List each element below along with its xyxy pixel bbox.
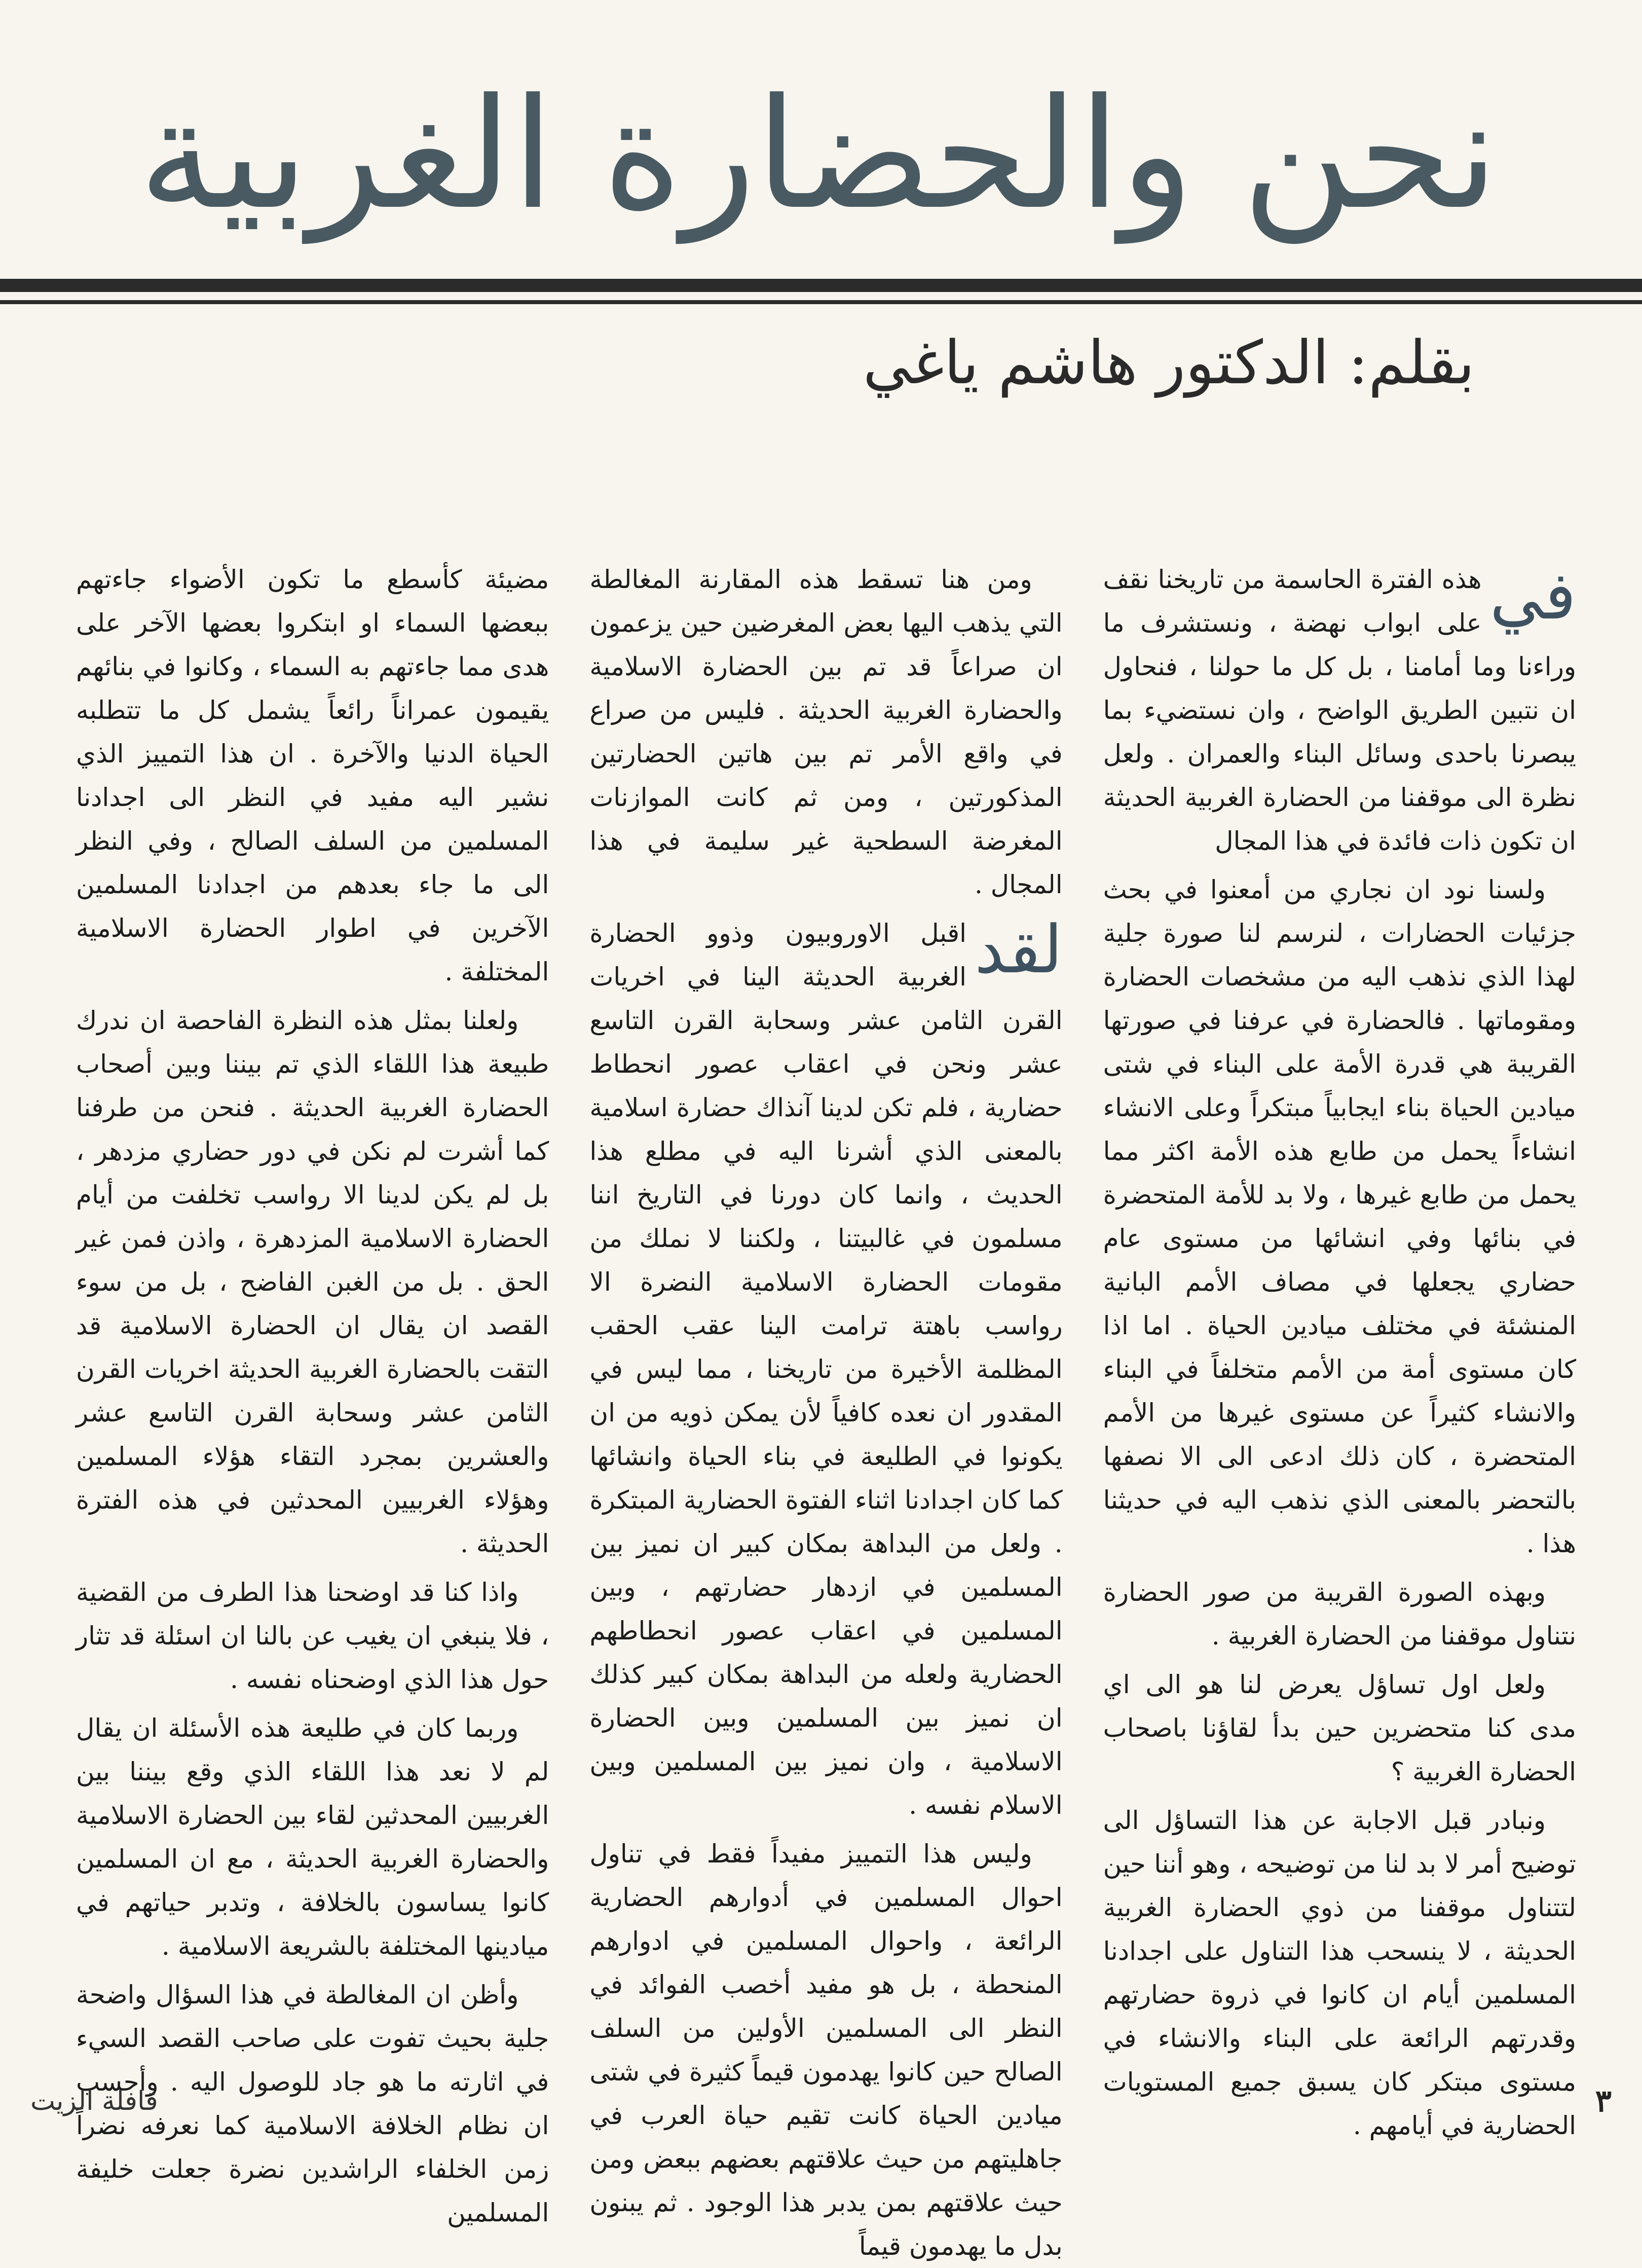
magazine-name: قافلة الزيت [30,2086,158,2116]
paragraph: ولعلنا بمثل هذه النظرة الفاحصة ان ندرك طبيعة هذا اللقاء الذي تم بيننا وبين أصحاب الحضارة الغربية الحديثة . فنحن من طرفنا كما أشرت لم نكن في دور حضاري مزدهر ، بل لم يكن لدينا الا رواسب تخلفت من أيام الحضارة الاسلامية المزدهرة ، واذن فمن غير الحق . بل من الغبن الفاضح ، بل من سوء القصد ان يقال ان الحضارة الاسلامية قد التقت بالحضارة الغربية الحديثة اخريات القرن الثامن عشر وسحابة القرن التاسع عشر والعشرين بمجرد التقاء هؤلاء المسلمين وهؤلاء الغربيين المحدثين في هذه الفترة الحديثة . [76,1006,549,1558]
drop-cap: في [1489,557,1576,634]
drop-cap: لقد [975,911,1063,988]
paragraph: وليس هذا التمييز مفيداً فقط في تناول احوال المسلمين في أدوارهم الحضارية الرائعة ، واحوال المسلمين في ادوارهم المنحطة ، بل هو مفيد أخصب الفوائد في النظر الى المسلمين الأولين من السلف الصالح حين كانوا يهدمون قيماً كثيرة في شتى ميادين الحياة كانت تقيم حياة العرب في جاهليتهم من حيث علاقتهم بعضهم ببعض ومن حيث علاقتهم بمن يدبر هذا الوجود . ثم يبنون بدل ما يهدمون قيماً [589,1839,1063,2261]
paragraph: واذا كنا قد اوضحنا هذا الطرف من القضية ، فلا ينبغي ان يغيب عن بالنا ان اسئلة قد تثار حول هذا الذي اوضحناه نفسه . [76,1578,549,1694]
paragraph: وبهذه الصورة القريبة من صور الحضارة نتناول موقفنا من الحضارة الغربية . [1103,1578,1576,1651]
column-1 [1103,557,1576,2140]
paragraph: ونبادر قبل الاجابة عن هذا التساؤل الى توضيح أمر لا بد لنا من توضيحه ، وهو أننا حين لتتناول موقفنا من ذوي الحضارة الغربية الحديثة ، لا ينسحب هذا التناول على اجدادنا المسلمين أيام ان كانوا في ذروة حضارتهم وقدرتهم الرائعة على البناء والانشاء في مستوى مبتكر كان يسبق جميع المستويات الحضارية في أيامهم . [1103,1806,1576,2140]
paragraph-text: اقبل الاوروبيون وذوو الحضارة الغربية الحديثة الينا في اخريات القرن الثامن عشر وسحابة القرن التاسع عشر ونحن في اعقاب عصور انحطاط حضارية ، فلم تكن لدينا آنذاك حضارة اسلامية بالمعنى الذي أشرنا اليه في مطلع هذا الحديث ، وانما كان دورنا في التاريخ اننا مسلمون في غالبيتنا ، ولكننا لا نملك من مقومات الحضارة الاسلامية النضرة الا رواسب باهتة ترامت الينا عقب الحقب المظلمة الأخيرة من تاريخنا ، مما ليس في المقدور ان نعده كافياً لأن يمكن ذويه من ان يكونوا في الطليعة في بناء الحياة وانشائها كما كان اجدادنا اثناء الفتوة الحضارية المبتكرة . ولعل من البداهة بمكان كبير ان نميز بين المسلمين في ازدهار حضارتهم ، وبين المسلمين في اعقاب عصور انحطاطهم الحضارية ولعله من البداهة بمكان كبير كذلك ان نميز بين المسلمين وبين الحضارة الاسلامية ، وان نميز بين المسلمين وبين الاسلام نفسه . [589,919,1063,1820]
paragraph: ومن هنا تسقط هذه المقارنة المغالطة التي يذهب اليها بعض المغرضين حين يزعمون ان صراعاً قد تم بين الحضارة الاسلامية والحضارة الغربية الحديثة . فليس من صراع في واقع الأمر تم بين هاتين الحضارتين المذكورتين ، ومن ثم كانت الموازنات المغرضة السطحية غير سليمة في هذا المجال . [589,565,1063,899]
column-2 [589,558,1063,2261]
author-byline: بقلم: الدكتور هاشم ياغي [863,327,1475,397]
paragraph-text: هذه الفترة الحاسمة من تاريخنا نقف على ابواب نهضة ، ونستشرف ما وراءنا وما أمامنا ، بل كل ما حولنا ، فنحاول ان نتبين الطريق الواضح ، وان نستضيء بما يبصرنا باحدى وسائل البناء والعمران . ولعل نظرة الى موقفنا من الحضارة الغربية الحديثة ان تكون ذات فائدة في هذا المجال [1103,565,1576,856]
page-number: ٣ [1595,2083,1612,2119]
article-title: نحن والحضارة الغربية [138,66,1499,243]
paragraph: وربما كان في طليعة هذه الأسئلة ان يقال لم لا نعد هذا اللقاء الذي وقع بيننا بين الغربيين المحدثين لقاء بين الحضارة الاسلامية والحضارة الغربية الحديثة ، مع ان المسلمين كانوا يساسون بالخلافة ، وتدبر حياتهم في ميادينها المختلفة بالشريعة الاسلامية . [76,1713,549,1961]
paragraph: ولسنا نود ان نجاري من أمعنوا في بحث جزئيات الحضارات ، لنرسم لنا صورة جلية لهذا الذي نذهب اليه من مشخصات الحضارة ومقوماتها . فالحضارة في عرفنا في صورتها القريبة هي قدرة الأمة على البناء في شتى ميادين الحياة بناء ايجابياً مبتكراً وعلى الانشاء انشاءاً يحمل من طابع هذه الأمة اكثر مما يحمل من طابع غيرها ، ولا بد للأمة المتحضرة في بنائها وفي انشائها من مستوى عام حضاري يجعلها في مصاف الأمم البانية المنشئة في مختلف ميادين الحياة . اما اذا كان مستوى أمة من الأمم متخلفاً في البناء والانشاء كثيراً عن مستوى غيرها من الأمم المتحضرة ، كان ذلك ادعى الى الا نصفها بالتحضر بالمعنى الذي نذهب اليه في حديثنا هذا . [1103,875,1576,1558]
paragraph [589,911,1062,1827]
title-rule-thick [0,279,1642,292]
paragraph [1103,558,1576,863]
paragraph: وأظن ان المغالطة في هذا السؤال واضحة جلية بحيث تفوت على صاحب القصد السيء في اثارته ما هو جاد للوصول اليه . وأحسب ان نظام الخلافة الاسلامية كما نعرفه نضراً زمن الخلفاء الراشدين نضرة جعلت خليفة المسلمين [76,1980,549,2227]
paragraph: ولعل اول تساؤل يعرض لنا هو الى اي مدى كنا متحضرين حين بدأ لقاؤنا باصحاب الحضارة الغربية ؟ [1103,1670,1576,1786]
title-band [0,61,1642,279]
title-rule-thin [0,300,1642,304]
paragraph: مضيئة كأسطع ما تكون الأضواء جاءتهم ببعضها السماء او ابتكروا بعضها الآخر على هدى مما جاءتهم به السماء ، وكانوا في بنائهم يقيمون عمراناً رائعاً يشمل كل ما تتطلبه الحياة الدنيا والآخرة . ان هذا التمييز الذي نشير اليه مفيد في النظر الى اجدادنا المسلمين من السلف الصالح ، وفي النظر الى ما جاء بعدهم من اجدادنا المسلمين الآخرين في اطوار الحضارة الاسلامية المختلفة . [76,565,549,986]
